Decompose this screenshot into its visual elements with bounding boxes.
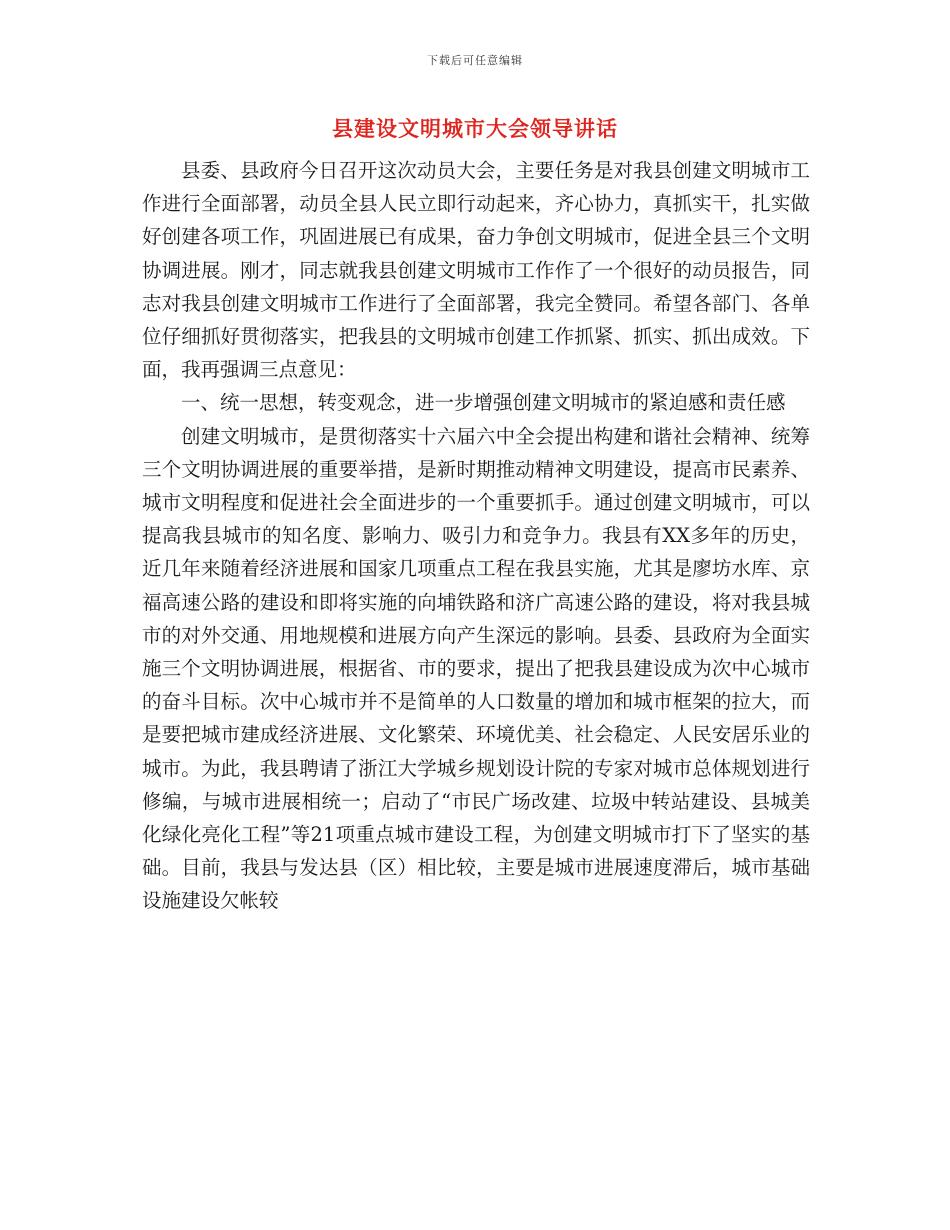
header-note: 下载后可任意编辑 [427,54,523,67]
paragraph-intro: 县委、县政府今日召开这次动员大会，主要任务是对我县创建文明城市工作进行全面部署，动员全县人民立即行动起来，齐心协力，真抓实干，扎实做好创建各项工作，巩固进展已有成果，奋力争创文明城市，促进全县三个文明协调进展。刚才，同志就我县创建文明城市工作作了一个很好的动员报告，同志对我县创建文明城市工作进行了全面部署，我完全赞同。希望各部门、各单位仔细抓好贯彻落实，把我县的文明城市创建工作抓紧、抓实、抓出成效。下面，我再强调三点意见： [142,159,810,382]
document-title: 县建设文明城市大会领导讲话 [332,116,618,141]
paragraph-section-heading: 一、统一思想，转变观念，进一步增强创建文明城市的紧迫感和责任感 [181,391,786,415]
document-body [142,154,810,918]
paragraph-body: 创建文明城市，是贯彻落实十六届六中全会提出构建和谐社会精神、统筹三个文明协调进展的重要举措，是新时期推动精神文明建设，提高市民素养、城市文明程度和促进社会全面进步的一个重要抓手。通过创建文明城市，可以提高我县城市的知名度、影响力、吸引力和竞争力。我县有XX多年的历史，近几年来随着经济进展和国家几项重点工程在我县实施，尤其是廖坊水库、京福高速公路的建设和即将实施的向埔铁路和济广高速公路的建设，将对我县城市的对外交通、用地规模和进展方向产生深远的影响。县委、县政府为全面实施三个文明协调进展，根据省、市的要求，提出了把我县建设成为次中心城市的奋斗目标。次中心城市并不是简单的人口数量的增加和城市框架的拉大，而是要把城市建成经济进展、文化繁荣、环境优美、社会稳定、人民安居乐业的城市。为此，我县聘请了浙江大学城乡规划设计院的专家对城市总体规划进行修编，与城市进展相统一；启动了“市民广场改建、垃圾中转站建设、县城美化绿化亮化工程”等21项重点城市建设工程，为创建文明城市打下了坚实的基础。目前，我县与发达县（区）相比较，主要是城市进展速度滞后，城市基础设施建设欠帐较 [142,424,810,913]
